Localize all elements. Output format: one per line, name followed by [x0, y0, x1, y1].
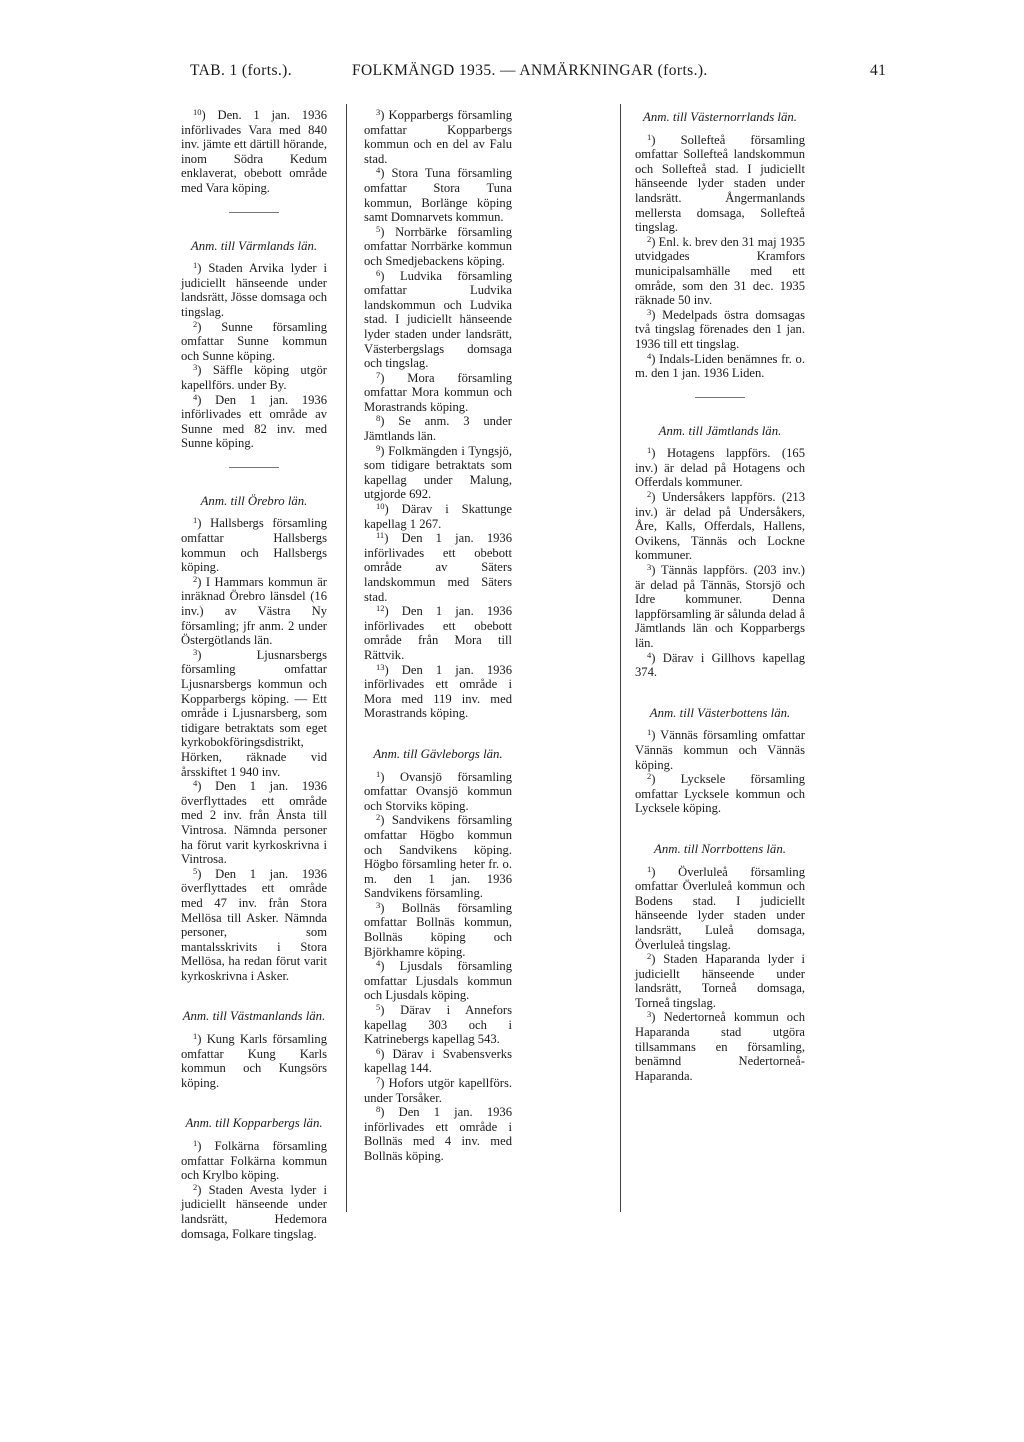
table-reference: TAB. 1 (forts.). [190, 62, 293, 79]
section-heading-orebro: Anm. till Örebro län. [200, 493, 308, 508]
note-1: $^1$) Staden Arvika lyder i judiciellt hänseende under landsrätt, Jösse domsaga och tingslag. [181, 260, 328, 319]
note-10: $^{10}$) Därav i Skattunge kapellag 1 267. [364, 501, 513, 531]
note-1: $^1$) Överluleå församling omfattar Överluleå kommun och Bodens stad. I judiciellt hänseende lyder staden under landsrätt, Luleå domsaga, Överluleå tingslag. [635, 863, 805, 952]
note-3: $^3$) Nedertorneå kommun och Haparanda stad utgöra tillsammans en församling, benämnd Nedertorneå-Haparanda. [635, 1009, 805, 1083]
note-4: $^4$) Den 1 jan. 1936 överflyttades ett område med 2 inv. från Ånsta till Vintrosa. Nämnda personer ha förut varit kyrkoskrivna i Vintrosa. [181, 778, 328, 867]
column-rule [620, 104, 621, 1212]
note-8: $^8$) Se anm. 3 under Jämtlands län. [364, 413, 512, 444]
note-5: $^5$) Norrbärke församling omfattar Norrbärke kommun och Smedjebackens köping. [364, 223, 512, 268]
note-10-vara: $^{10}$) Den. 1 jan. 1936 införlivades Vara med 840 inv. jämte ett därtill hörande, inom Södra Kedum enklaverat, obebott område med Vara köping. [181, 107, 327, 195]
note-1: $^1$) Ovansjö församling omfattar Ovansjö kommun och Storviks köping. [364, 768, 512, 813]
note-1: $^1$) Kung Karls församling omfattar Kung Karls kommun och Kungsörs köping. [181, 1031, 327, 1090]
note-2: $^2$) Staden Avesta lyder i judiciellt hänseende under landsrätt, Hedemora domsaga, Folkare tingslag. [181, 1181, 328, 1241]
section-divider [229, 212, 279, 213]
note-3: $^3$) Tännäs lappförs. (203 inv.) är delad på Tännäs, Storsjö och Idre kommuner. Denna lappförsamling är sålunda delad å Jämtlands län och Kopparbergs län. [635, 562, 805, 650]
note-2: $^2$) I Hammars kommun är inräknad Örebro länsdel (16 inv.) av Västra Ny församling; jfr anm. 2 under Östergötlands län. [181, 573, 327, 648]
note-1: $^1$) Hallsbergs församling omfattar Hallsbergs kommun och Hallsbergs köping. [181, 515, 327, 575]
section-divider [229, 467, 279, 468]
note-3: $^3$) Bollnäs församling omfattar Bollnäs kommun, Bollnäs köping och Björkhamre köping. [364, 899, 512, 959]
note-9: $^9$) Folkmängden i Tyngsjö, som tidigare betraktats som kapellag under Malung, utgjorde 692. [364, 442, 512, 502]
section-heading-norrbotten: Anm. till Norrbottens län. [654, 841, 786, 856]
note-4: $^4$) Därav i Gillhovs kapellag 374. [635, 649, 805, 680]
column-3 [635, 108, 805, 1083]
column-rule [346, 104, 347, 1212]
note-3: $^3$) Medelpads östra domsagas två tingslag förenades den 1 jan. 1936 till ett tingslag. [635, 306, 806, 351]
note-12: $^{12}$) Den 1 jan. 1936 införlivades ett obebott område från Mora till Rättvik. [364, 603, 513, 662]
note-1: $^1$) Vännäs församling omfattar Vännäs kommun och Vännäs köping. [635, 727, 805, 772]
note-1: $^1$) Sollefteå församling omfattar Sollefteå landskommun och Sollefteå stad. I judiciellt hänseende lyder staden under landsrätt. Ångermanlands mellersta domsaga, Sollefteå tingslag. [635, 131, 805, 235]
page-number: 41 [870, 62, 887, 79]
section-heading-vastmanland: Anm. till Västmanlands län. [182, 1009, 326, 1024]
note-8: $^8$) Den 1 jan. 1936 införlivades ett område i Bollnäs med 4 inv. med Bollnäs köping. [364, 1104, 513, 1163]
section-heading-kopparberg: Anm. till Kopparbergs län. [185, 1116, 323, 1131]
column-1 [181, 108, 327, 1241]
note-7: $^7$) Hofors utgör kapellförs. under Torsåker. [364, 1075, 512, 1105]
section-heading-gavleborg: Anm. till Gävleborgs län. [373, 746, 503, 761]
section-heading-vasterbotten: Anm. till Västerbottens län. [649, 705, 791, 720]
note-1: $^1$) Folkärna församling omfattar Folkärna kommun och Krylbo köping. [181, 1138, 328, 1183]
note-2: $^2$) Sandvikens församling omfattar Högbo kommun och Sandvikens köping. Högbo församling heter fr. o. m. den 1 jan. 1936 Sandvikens församling. [364, 812, 512, 901]
note-3: $^3$) Kopparbergs församling omfattar Kopparbergs kommun och en del av Falu stad. [364, 107, 512, 166]
note-4: $^4$) Ljusdals församling omfattar Ljusdals kommun och Ljusdals köping. [364, 958, 513, 1003]
note-5: $^5$) Den 1 jan. 1936 överflyttades ett område med 47 inv. från Stora Mellösa till Asker. Nämnda personer, som mantalsskrivits i Stora Mellösa, ha redan förut varit kyrkoskrivna i Asker. [181, 865, 328, 983]
note-3: $^3$) Säffle köping utgör kapellförs. under By. [181, 362, 327, 392]
note-13: $^{13}$) Den 1 jan. 1936 införlivades ett område i Mora med 119 inv. med Morastrands köping. [364, 661, 513, 721]
note-11: $^{11}$) Den 1 jan. 1936 införlivades ett obebott område av Säters landskommun med Säters stad. [364, 530, 513, 604]
section-heading-jamtland: Anm. till Jämtlands län. [658, 423, 782, 438]
page-title: FOLKMÄNGD 1935. — ANMÄRKNINGAR (forts.). [352, 62, 708, 79]
section-divider [695, 397, 745, 398]
note-4: $^4$) Stora Tuna församling omfattar Stora Tuna kommun, Borlänge köping samt Domnarvets kommun. [364, 165, 512, 225]
note-2: $^2$) Lycksele församling omfattar Lycksele kommun och Lycksele köping. [635, 771, 805, 816]
note-6: $^6$) Ludvika församling omfattar Ludvika landskommun och Ludvika stad. I judiciellt hänseende lyder staden under landsrätt, Västerbergslags domsaga och tingslag. [364, 267, 512, 371]
note-5: $^5$) Därav i Annefors kapellag 303 och i Katrinebergs kapellag 543. [364, 1002, 513, 1047]
note-4: $^4$) Den 1 jan. 1936 införlivades ett område av Sunne med 82 inv. med Sunne köping. [181, 391, 328, 451]
section-heading-varmland: Anm. till Värmlands län. [190, 238, 318, 253]
note-4: $^4$) Indals-Liden benämnes fr. o. m. den 1 jan. 1936 Liden. [635, 350, 806, 381]
note-2: $^2$) Staden Haparanda lyder i judiciellt hänseende under landsrätt, Torneå domsaga, Torneå tingslag. [635, 951, 806, 1010]
note-2: $^2$) Enl. k. brev den 31 maj 1935 utvidgades Kramfors municipalsamhälle med ett område, som den 31 dec. 1935 räknade 50 inv. [635, 233, 805, 308]
section-heading-vasternorrland: Anm. till Västernorrlands län. [643, 110, 797, 124]
note-7: $^7$) Mora församling omfattar Mora kommun och Morastrands köping. [364, 369, 512, 414]
note-2: $^2$) Sunne församling omfattar Sunne kommun och Sunne köping. [181, 318, 328, 363]
note-1: $^1$) Hotagens lappförs. (165 inv.) är delad på Hotagens och Offerdals kommuner. [635, 445, 805, 490]
note-3: $^3$) Ljusnarsbergs församling omfattar Ljusnarsbergs kommun och Kopparbergs köping. — Ett område i Ljusnarsberg, som tidigare betraktats som eget kyrkobokföringsdistrikt, Hörken, räknade vid årsskiftet 1 940 inv. [181, 646, 327, 779]
note-2: $^2$) Undersåkers lappförs. (213 inv.) är delad på Undersåkers, Åre, Kalls, Offerdals, Hallens, Ovikens, Tännäs och Lockne kommuner. [635, 489, 805, 563]
column-2 [364, 108, 512, 1164]
note-6: $^6$) Därav i Svabensverks kapellag 144. [364, 1045, 512, 1076]
